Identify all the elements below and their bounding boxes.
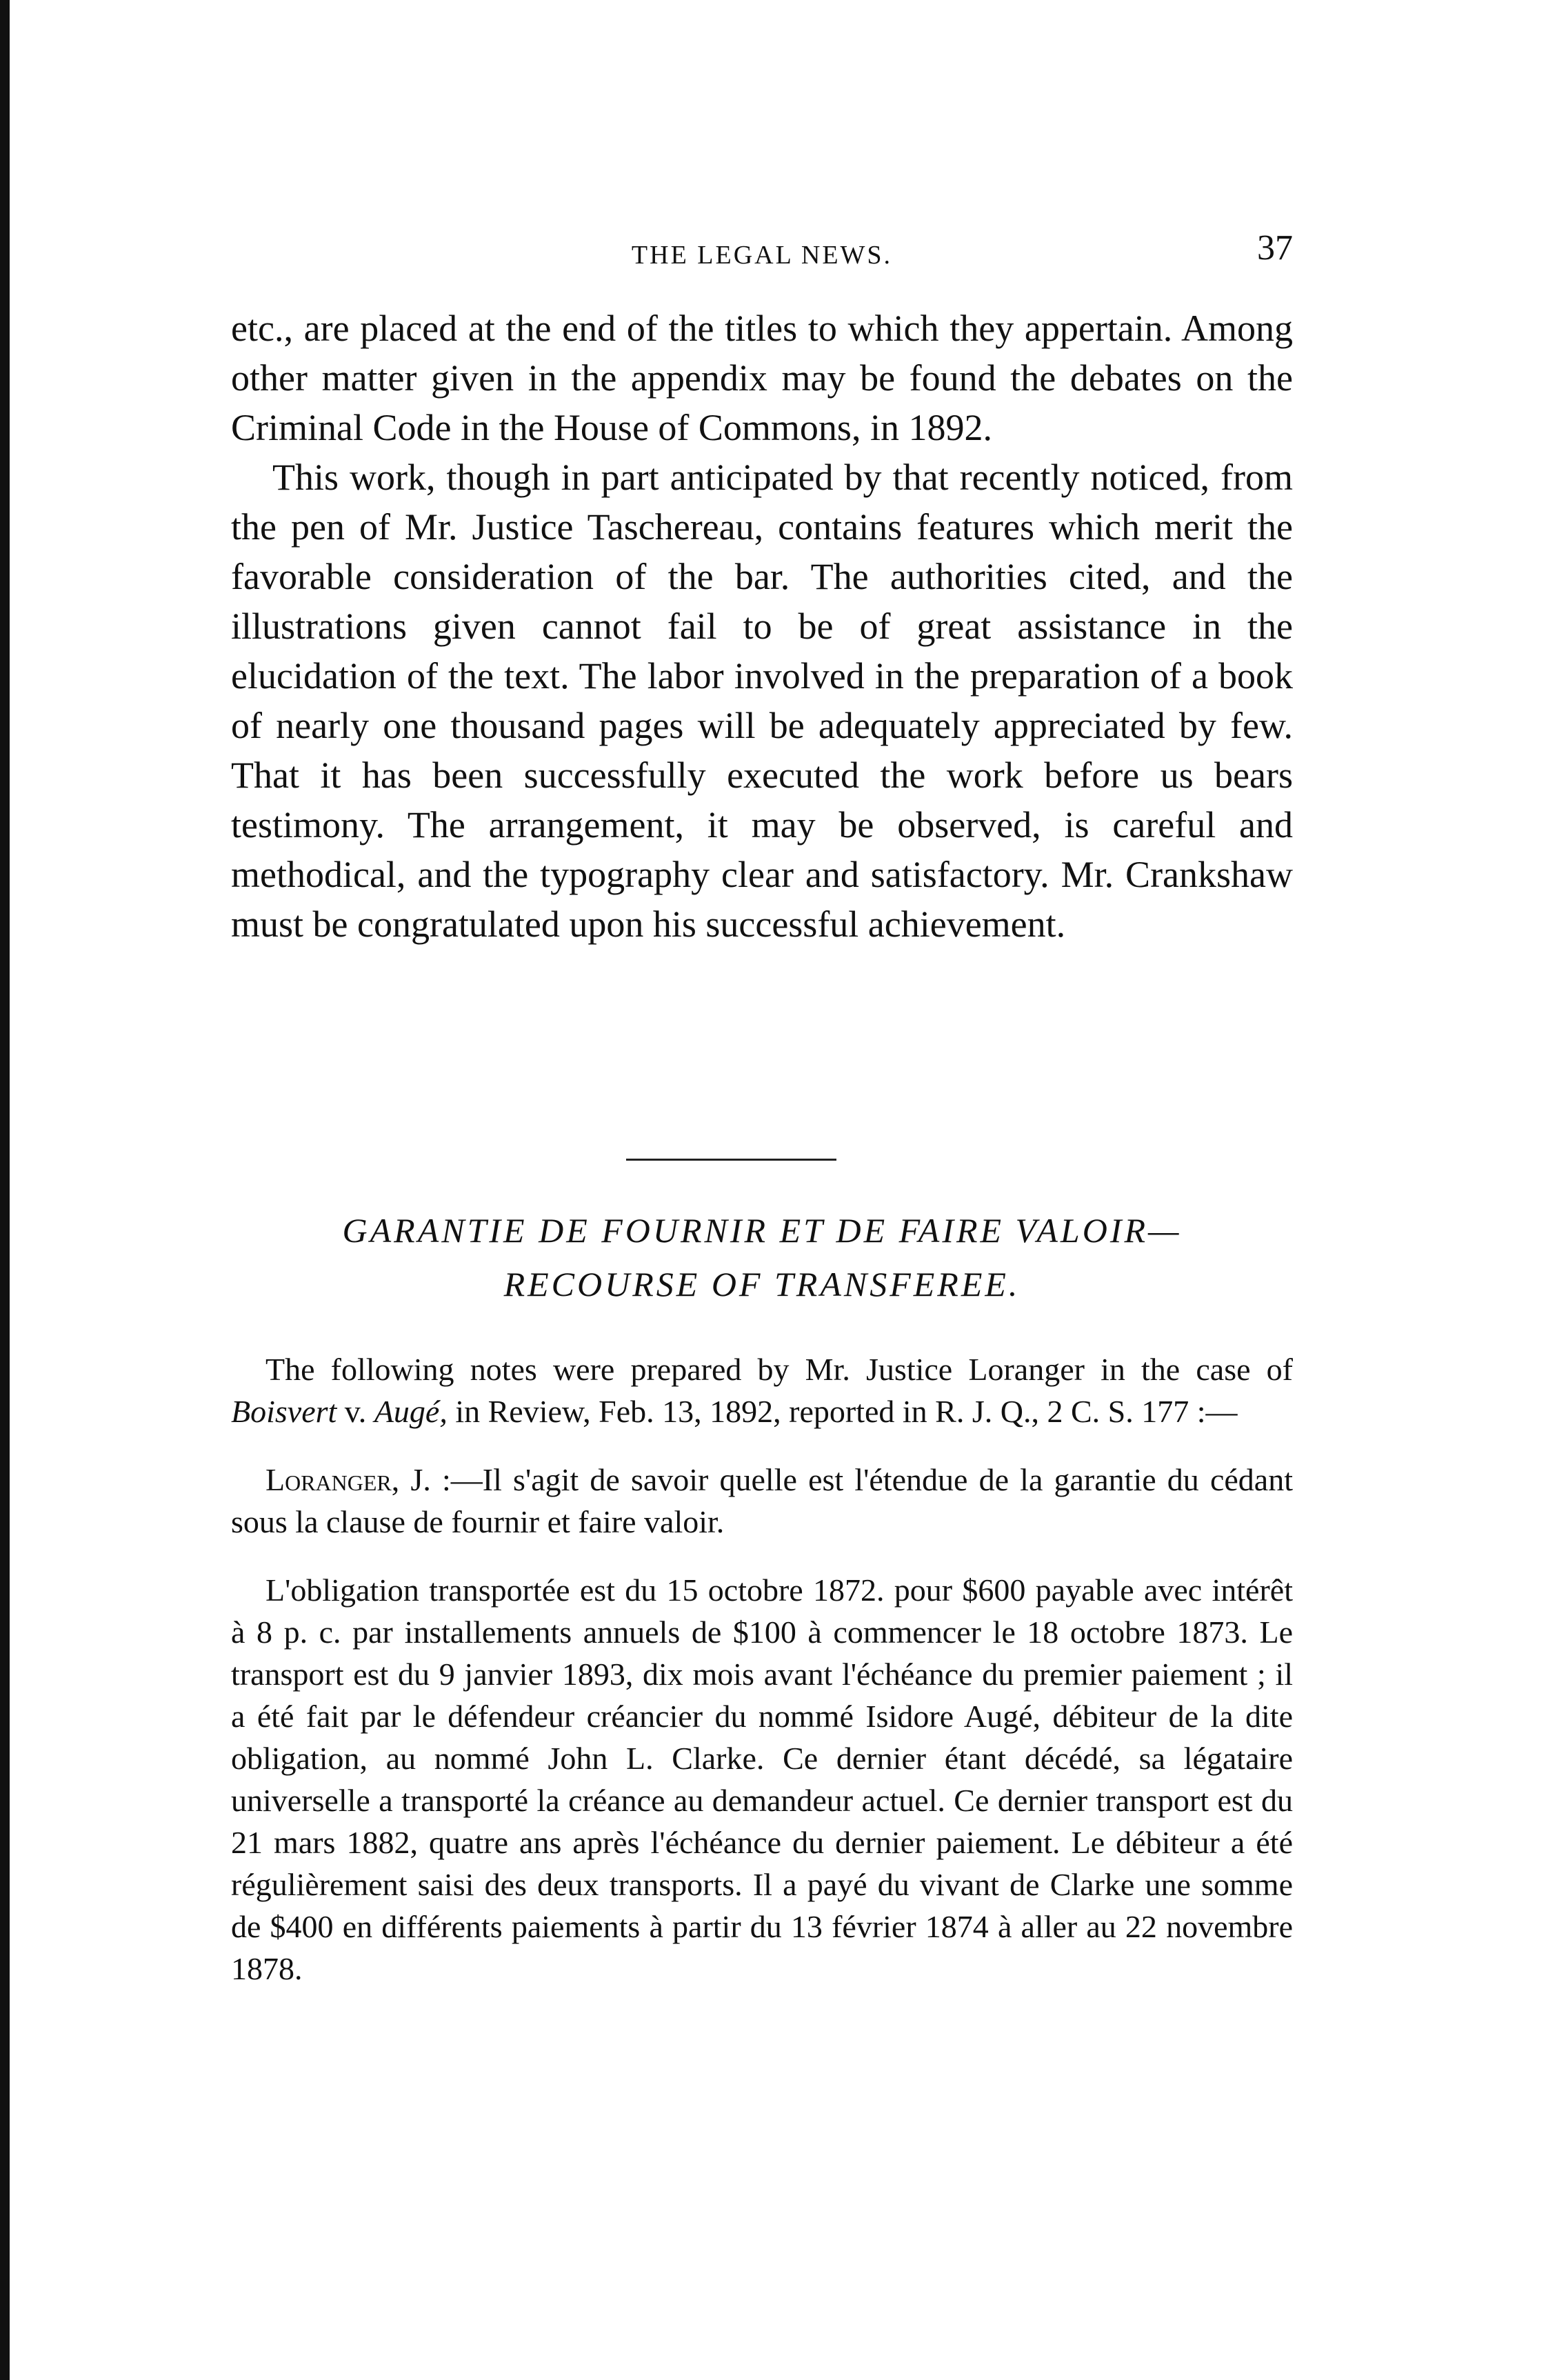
section-title [231, 1203, 1293, 1311]
judge-name: Loranger [265, 1462, 392, 1497]
page-edge [0, 0, 10, 2380]
intro-paragraph [231, 1348, 1293, 1432]
intro-after-case: in Review, Feb. 13, 1892, reported in R. J. Q., 2 C. S. 177 :— [447, 1394, 1238, 1429]
review-text [231, 303, 1293, 949]
section-title-line-1: GARANTIE DE FOURNIR ET DE FAIRE VALOIR— [342, 1211, 1182, 1250]
page-number: 37 [1257, 228, 1293, 268]
running-head: THE LEGAL NEWS. [631, 241, 893, 270]
section-body [231, 1348, 1293, 2016]
page-header [231, 228, 1293, 283]
review-paragraph-1: etc., are placed at the end of the titles to which they appertain. Among other matter given in the appendix may be found the debates on the Criminal Code in the House of Commons, in 1892. [231, 308, 1293, 448]
review-paragraph-2: This work, though in part anticipated by that recently noticed, from the pen of Mr. Justice Taschereau, contains features which merit the favorable consideration of the bar. The authorities cited, and the illustrations given cannot fail to be of great assistance in the elucidation of the text. The labor involved in the preparation of a book of nearly one thousand pages will be adequately appreciated by few. That it has been successfully executed the work before us bears testimony. The arrangement, it may be observed, is careful and methodical, and the typography clear and satisfactory. Mr. Crankshaw must be congratulated upon his successful achievement. [231, 457, 1293, 945]
case-versus: v. [336, 1394, 374, 1429]
case-plaintiff: Boisvert [231, 1394, 337, 1429]
judge-intro: , J. :—Il s'agit de savoir quelle est l'étendue de la garantie du cédant sous la clause de fournir et faire valoir. [231, 1462, 1293, 1539]
section-title-line-2: RECOURSE OF TRANSFEREE. [503, 1265, 1021, 1303]
intro-before-case: The following notes were prepared by Mr. Justice Loranger in the case of [265, 1352, 1293, 1387]
judge-paragraph [231, 1459, 1293, 1543]
section-divider [626, 1159, 836, 1161]
case-defendant: Augé, [374, 1394, 448, 1429]
obligation-paragraph: L'obligation transportée est du 15 octobre 1872. pour $600 payable avec intérêt à 8 p. c. par installements annuels de $100 à commencer le 18 octobre 1873. Le transport est du 9 janvier 1893, dix mois avant l'échéance du premier paiement ; il a été fait par le défendeur créancier du nommé Isidore Augé, débiteur de la dite obligation, au nommé John L. Clarke. Ce dernier étant décédé, sa légataire universelle a transporté la créance au demandeur actuel. Ce dernier transport est du 21 mars 1882, quatre ans après l'échéance du dernier paiement. Le débiteur a été régulièrement saisi des deux transports. Il a payé du vivant de Clarke une somme de $400 en différents paiements à partir du 13 février 1874 à aller au 22 novembre 1878. [231, 1572, 1293, 1986]
